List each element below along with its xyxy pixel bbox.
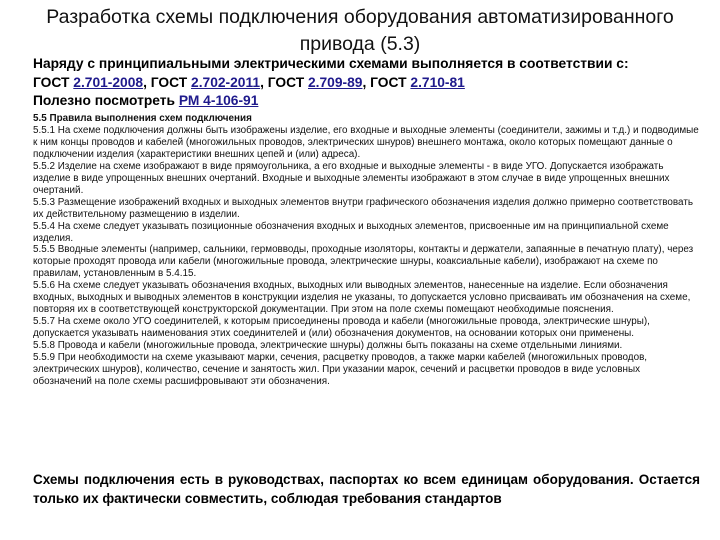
rule-paragraph: 5.5.1 На схеме подключения должны быть изображены изделие, его входные и выходные элементы (соединители, зажимы и т.д.) и подводимые к ним концы проводов и кабелей (многожильных проводов, электрических шнуров) внешнего монтажа, около которых помещают данные о подключении изделия (характеристики внешних цепей и (или) адреса). [33,124,699,160]
conclusion-text: Схемы подключения есть в руководствах, паспортах ко всем единицам оборудования. Остается только их фактически совместить, соблюдая требования стандартов [33,472,700,506]
rules-section [33,113,701,388]
gost-sep: , ГОСТ [143,74,192,90]
gost-list [33,74,693,93]
intro-block [33,55,693,111]
page-title: Разработка схемы подключения оборудования автоматизированного привода (5.3) [46,6,674,55]
see-also-label: Полезно посмотреть [33,93,179,108]
intro-line: Наряду с принципиальными электрическими схемами выполняется в соответствии с: [33,56,629,71]
gost-link-4[interactable]: 2.710-81 [410,74,465,90]
gost-prefix: ГОСТ [33,74,74,90]
conclusion [33,470,700,508]
gost-sep: , ГОСТ [260,74,308,90]
rule-paragraph: 5.5.6 На схеме следует указывать обозначения входных, выходных или выводных элементов, нанесенные на изделие. Если обозначения входных, выходных и выводных элементов в конструкции изделия не указаны, то допускается условно присваивать им обозначения на схеме, повторяя их в соответствующей конструкторской документации. При этом на поле схемы помещают необходимые пояснения. [33,280,691,316]
gost-link-3[interactable]: 2.709-89 [308,74,363,90]
rule-paragraph: 5.5.9 При необходимости на схеме указывают марки, сечения, расцветку проводов, а также марки кабелей (многожильных проводов, электрических шнуров), количество, сечение и занятость жил. При указании марок, сечений и расцветки проводов в виде условных обозначений на поле схемы расшифровывают эти обозначения. [33,352,648,387]
rule-paragraph: 5.5.4 На схеме следует указывать позиционные обозначения входных и выходных элементов, присвоенные им на принципиальной схеме изделия. [33,220,669,244]
gost-link-1[interactable]: 2.701-2008 [73,74,144,90]
see-also [33,92,693,111]
rule-paragraph: 5.5.5 Вводные элементы (например, сальники, гермовводы, проходные изоляторы, контакты и держатели, запаянные в печатную плату), через которые проходят провода или кабели (многожильные провода, электрические шнуры, коаксиальные кабели), изображают на схеме по правилам, установленным в 5.4.15. [33,244,694,280]
gost-sep: , ГОСТ [362,74,411,90]
rule-paragraph: 5.5.7 На схеме около УГО соединителей, к которым присоединены провода и кабели (многожильные провода, электрические шнуры), допускается указывать наименования этих соединителей и (или) обозначения документов, на основании которых они применены. [33,316,650,340]
rule-paragraph: 5.5.3 Размещение изображений входных и выходных элементов внутри графического обозначения изделия должно примерно соответствовать их действительному размещению в изделии. [33,196,693,220]
gost-link-2[interactable]: 2.702-2011 [191,74,261,90]
rule-paragraph: 5.5.8 Провода и кабели (многожильные провода, электрические шнуры) должны быть показаны на схеме отдельными линиями. [33,340,623,352]
rm-link[interactable]: РМ 4-106-91 [178,93,259,108]
rule-paragraph: 5.5.2 Изделие на схеме изображают в виде прямоугольника, а его входные и выходные элементы - в виде УГО. Допускается изображать изделие в виде упрощенных внешних очертаний. Входные и выходные элементы изображают в этом случае в виде упрощенных внешних очертаний. [33,160,670,196]
section-heading: 5.5 Правила выполнения схем подключения [33,113,252,124]
